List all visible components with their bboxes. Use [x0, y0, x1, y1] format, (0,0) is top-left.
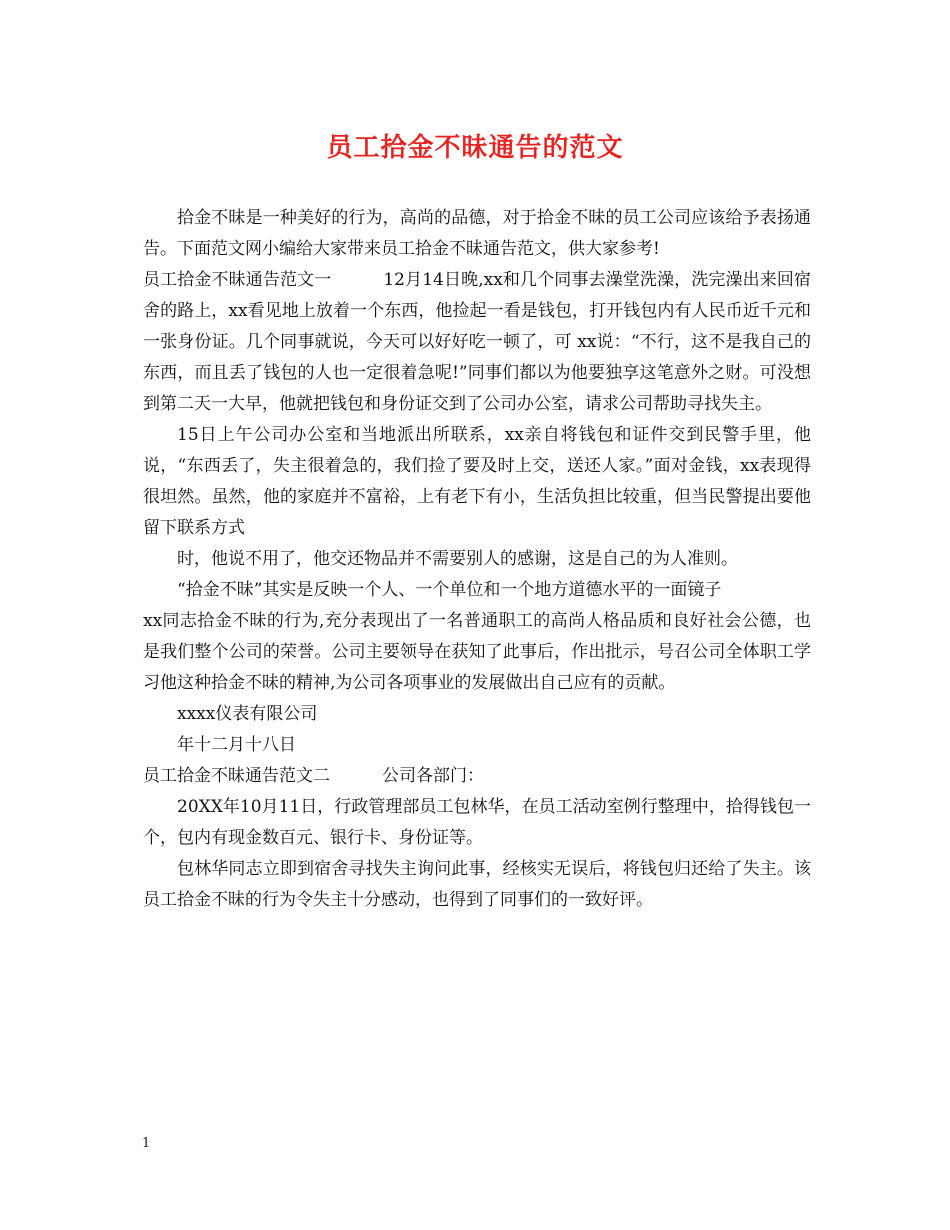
page-number: 1 — [142, 1136, 151, 1151]
sample-two-heading: 员工拾金不昧通告范文二 — [143, 766, 330, 786]
sample-two-recipient: 公司各部门： — [382, 766, 484, 786]
document-body — [143, 203, 811, 916]
document-title: 员工拾金不昧通告的范文 — [326, 133, 624, 163]
body-paragraph: 20XX年10月11日，行政管理部员工包林华，在员工活动室例行整理中，拾得钱包一个，包内有现金数百元、银行卡、身份证等。 — [143, 797, 811, 848]
sample-one-paragraph — [143, 265, 811, 420]
body-paragraph: xx同志拾金不昧的行为,充分表现出了一名普通职工的高尚人格品质和良好社会公德，也是我们整个公司的荣誉。公司主要领导在获知了此事后，作出批示，号召公司全体职工学习他这种拾金不昧的精神,为公司各项事业的发展做出自己应有的贡献。 — [143, 611, 811, 693]
body-paragraph: 包林华同志立即到宿舍寻找失主询问此事，经核实无误后，将钱包归还给了失主。该员工拾金不昧的行为令失主十分感动，也得到了同事们的一致好评。 — [143, 859, 811, 910]
company-signature: xxxx仪表有限公司 — [177, 704, 318, 724]
body-paragraph: 时，他说不用了，他交还物品并不需要别人的感谢，这是自己的为人准则。 — [177, 549, 738, 569]
sample-two-paragraph — [143, 761, 811, 792]
body-paragraph: 15日上午公司办公室和当地派出所联系，xx亲自将钱包和证件交到民警手里，他说，“东西丢了，失主很着急的，我们捡了要及时上交，送还人家。”面对金钱，xx表现得很坦然。虽然，他的家庭并不富裕，上有老下有小，生活负担比较重，但当民警提出要他留下联系方式 — [143, 425, 811, 538]
sample-one-heading: 员工拾金不昧通告范文一 — [143, 270, 332, 290]
intro-paragraph: 拾金不昧是一种美好的行为，高尚的品德，对于拾金不昧的员工公司应该给予表扬通告。下面范文网小编给大家带来员工拾金不昧通告范文，供大家参考! — [143, 208, 811, 259]
body-paragraph: “拾金不昧”其实是反映一个人、一个单位和一个地方道德水平的一面镜子 — [177, 580, 722, 600]
signature-date: 年十二月十八日 — [177, 735, 296, 755]
sample-one-text: 12月14日晚,xx和几个同事去澡堂洗澡，洗完澡出来回宿舍的路上，xx看见地上放着一个东西，他捡起一看是钱包，打开钱包内有人民币近千元和一张身份证。几个同事就说，今天可以好好吃一顿了，可 xx说：“不行，这不是我自己的东西，而且丢了钱包的人也一定很着急呢!”同事们都以为他要独享这笔意外之财。可没想到第二天一大早，他就把钱包和身份证交到了公司办公室，请求公司帮助寻找失主。 — [143, 270, 812, 414]
